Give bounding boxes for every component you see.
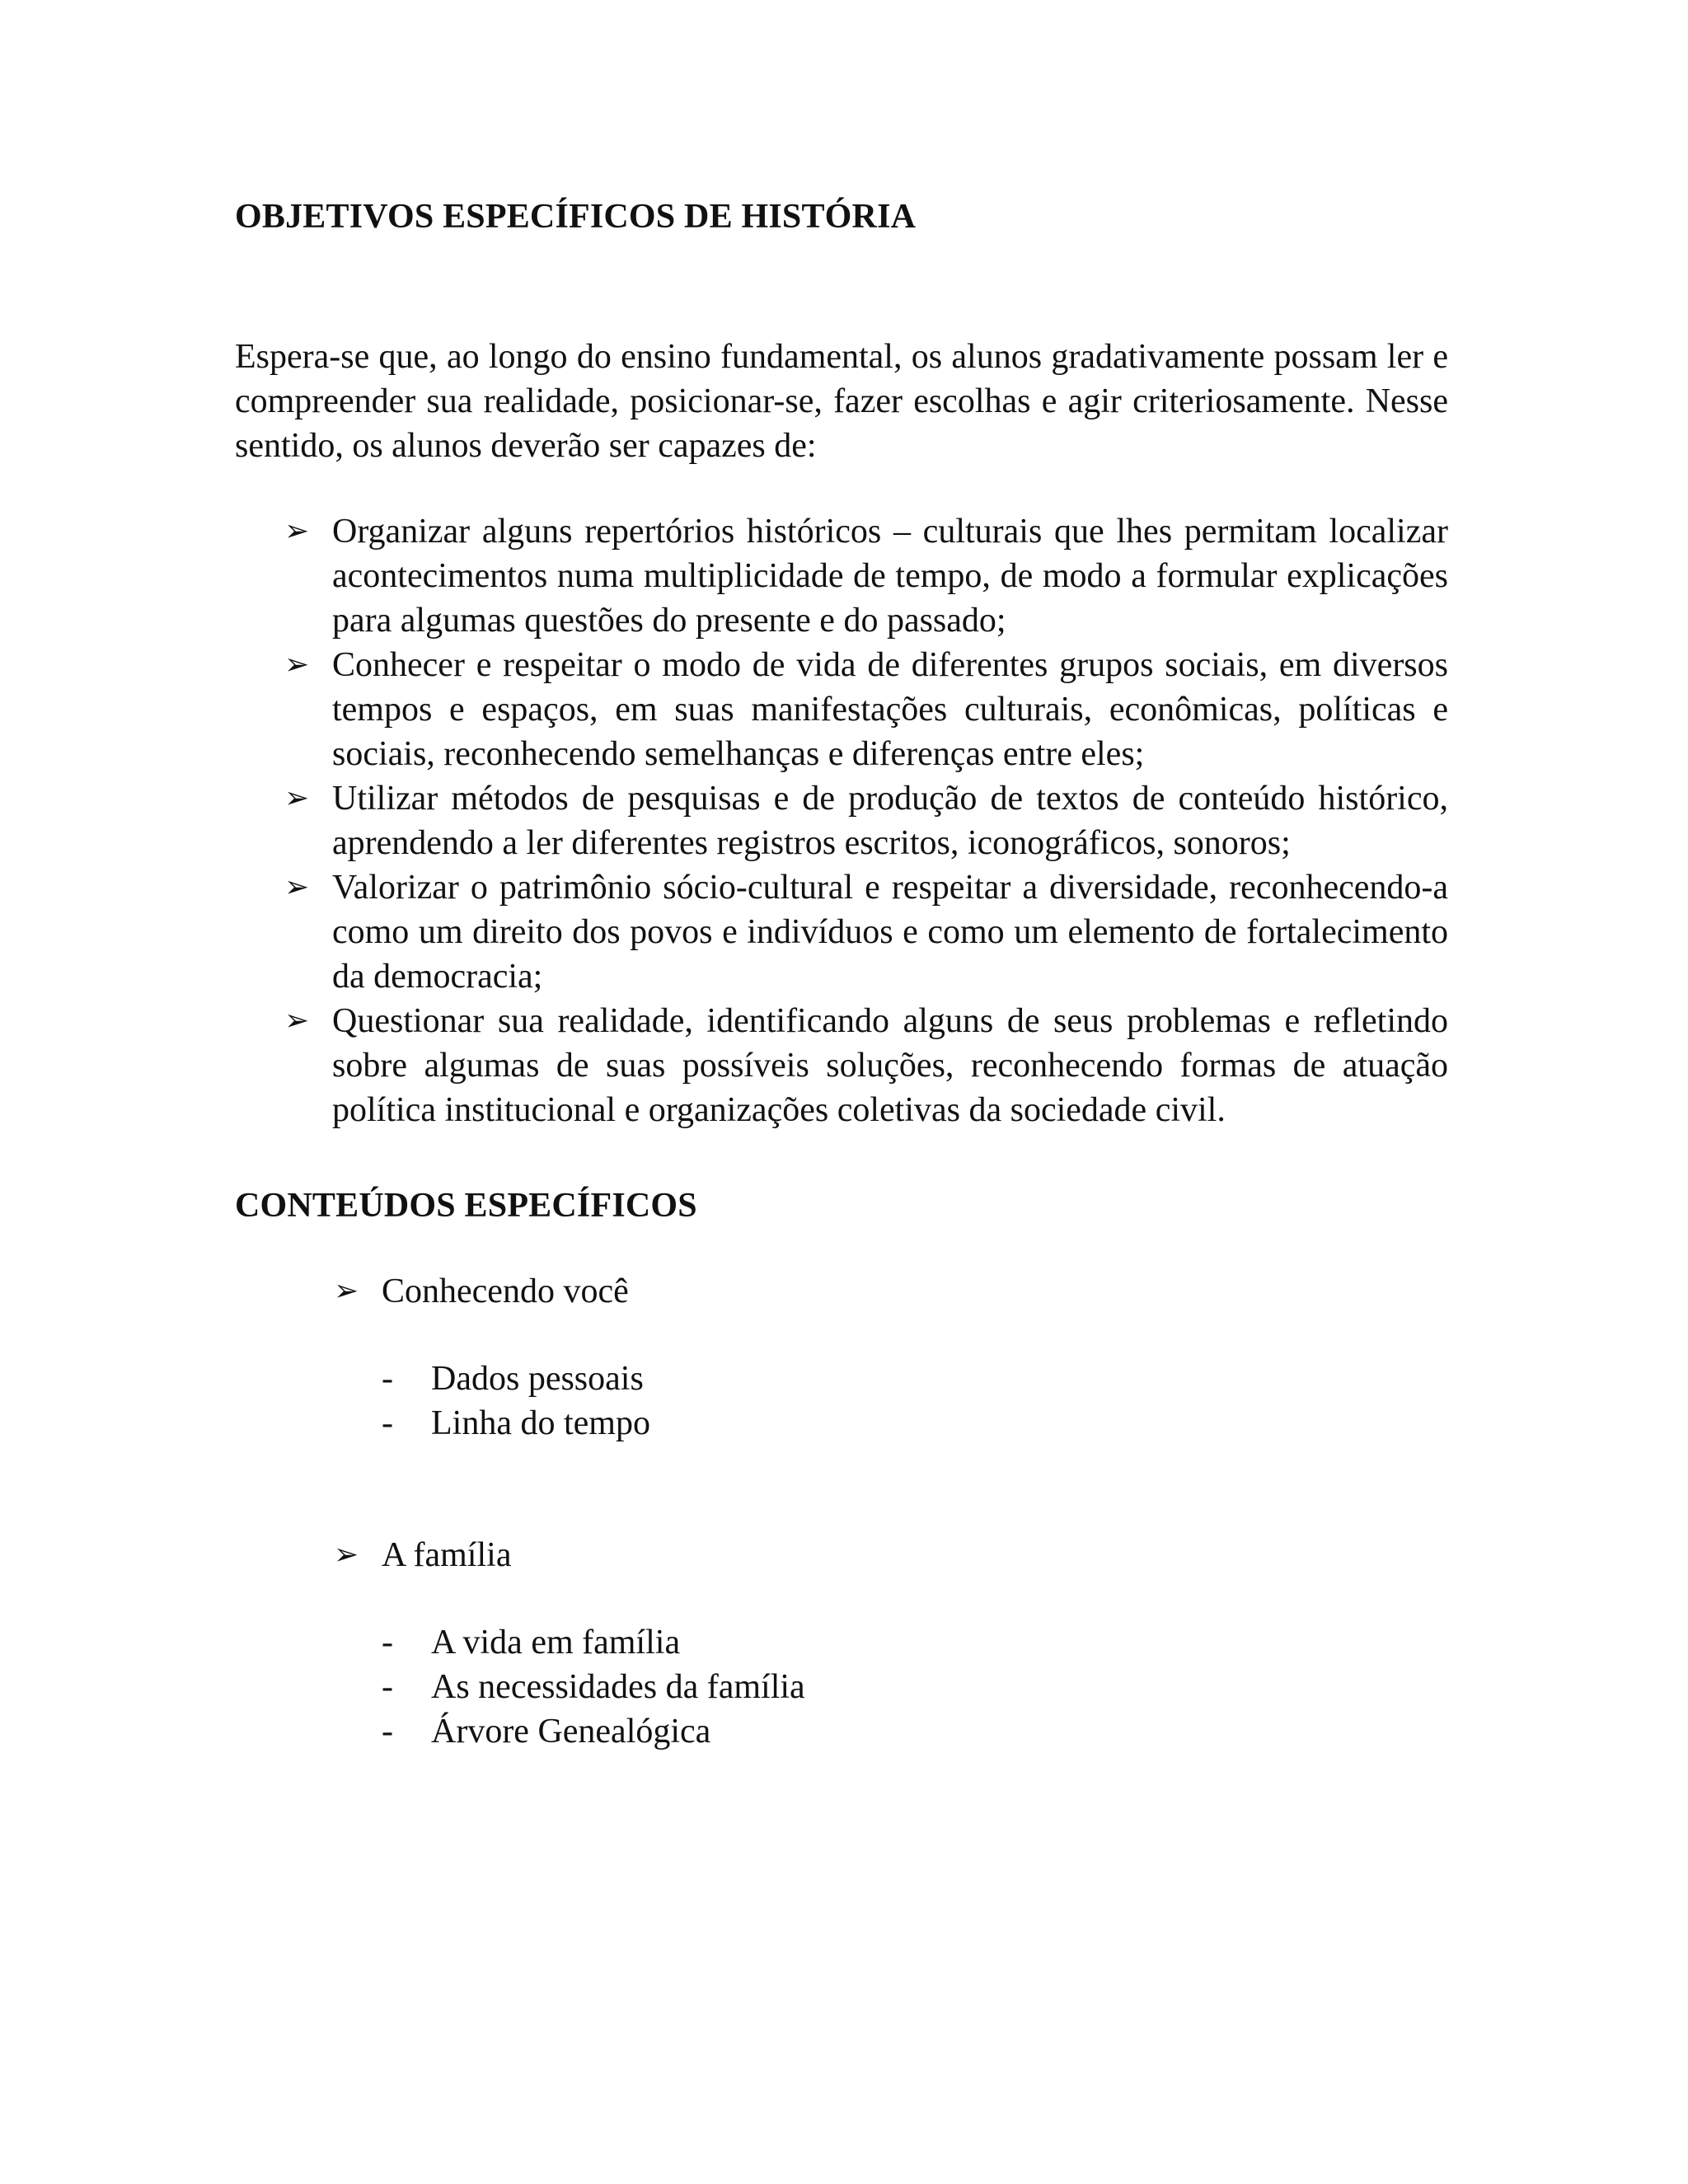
subitem-text: Linha do tempo [431,1404,650,1442]
subitem-text: As necessidades da família [431,1668,805,1706]
dash-bullet: - [382,1360,393,1398]
arrow-bullet-icon: ➢ [284,514,310,548]
arrow-bullet-icon: ➢ [284,1004,310,1038]
list-item [382,1620,1448,1665]
arrow-bullet-icon: ➢ [334,1538,359,1572]
list-item [382,1709,1448,1754]
list-item [284,643,1448,776]
objective-text: Utilizar métodos de pesquisas e de produção de textos de conteúdo histórico, aprendendo a ler diferentes registros escritos, iconográficos, sonoros; [332,780,1448,862]
topic-subitems-list [235,1620,1448,1754]
arrow-bullet-icon: ➢ [284,648,310,682]
subitem-text: Árvore Genealógica [431,1713,711,1750]
topic-title: A família [382,1536,512,1574]
topic-subitems-list [235,1357,1448,1446]
dash-bullet: - [382,1668,393,1706]
dash-bullet: - [382,1404,393,1442]
objectives-heading: OBJETIVOS ESPECÍFICOS DE HISTÓRIA [235,198,917,236]
subitem-text: Dados pessoais [431,1360,644,1398]
topic-a-familia [235,1533,1448,1577]
dash-bullet: - [382,1624,393,1661]
arrow-bullet-icon: ➢ [284,781,310,815]
objective-text: Conhecer e respeitar o modo de vida de diferentes grupos sociais, em diversos tempos e espaços, em suas manifestações culturais, econômicas, políticas e sociais, reconhecendo semelhanças e diferenças entre eles; [332,646,1448,773]
list-item [284,776,1448,865]
list-item [284,865,1448,999]
subitem-text: A vida em família [431,1624,681,1661]
intro-paragraph: Espera-se que, ao longo do ensino fundamental, os alunos gradativamente possam ler e compreender sua realidade, posicionar-se, fazer escolhas e agir criteriosamente. Nesse sentido, os alunos deverão ser capazes de: [235,338,1448,465]
list-item [382,1401,1448,1446]
page-content [235,194,1448,1754]
objectives-list [235,509,1448,1132]
list-item [382,1665,1448,1709]
objective-text: Questionar sua realidade, identificando alguns de seus problemas e refletindo sobre algumas de suas possíveis soluções, reconhecendo formas de atuação política institucional e organizações coletivas da sociedade civil. [332,1002,1448,1129]
arrow-bullet-icon: ➢ [334,1274,359,1308]
dash-bullet: - [382,1713,393,1750]
contents-heading: CONTEÚDOS ESPECÍFICOS [235,1187,697,1225]
list-item [284,509,1448,643]
arrow-bullet-icon: ➢ [284,870,310,904]
objective-text: Organizar alguns repertórios históricos – culturais que lhes permitam localizar acontecimentos numa multiplicidade de tempo, de modo a formular explicações para algumas questões do presente e do passado; [332,513,1448,640]
list-item [284,999,1448,1132]
topic-title: Conhecendo você [382,1272,629,1310]
objective-text: Valorizar o patrimônio sócio-cultural e respeitar a diversidade, reconhecendo-a como um direito dos povos e indivíduos e como um elemento de fortalecimento da democracia; [332,869,1448,996]
list-item [382,1357,1448,1401]
topic-conhecendo-voce [235,1269,1448,1314]
